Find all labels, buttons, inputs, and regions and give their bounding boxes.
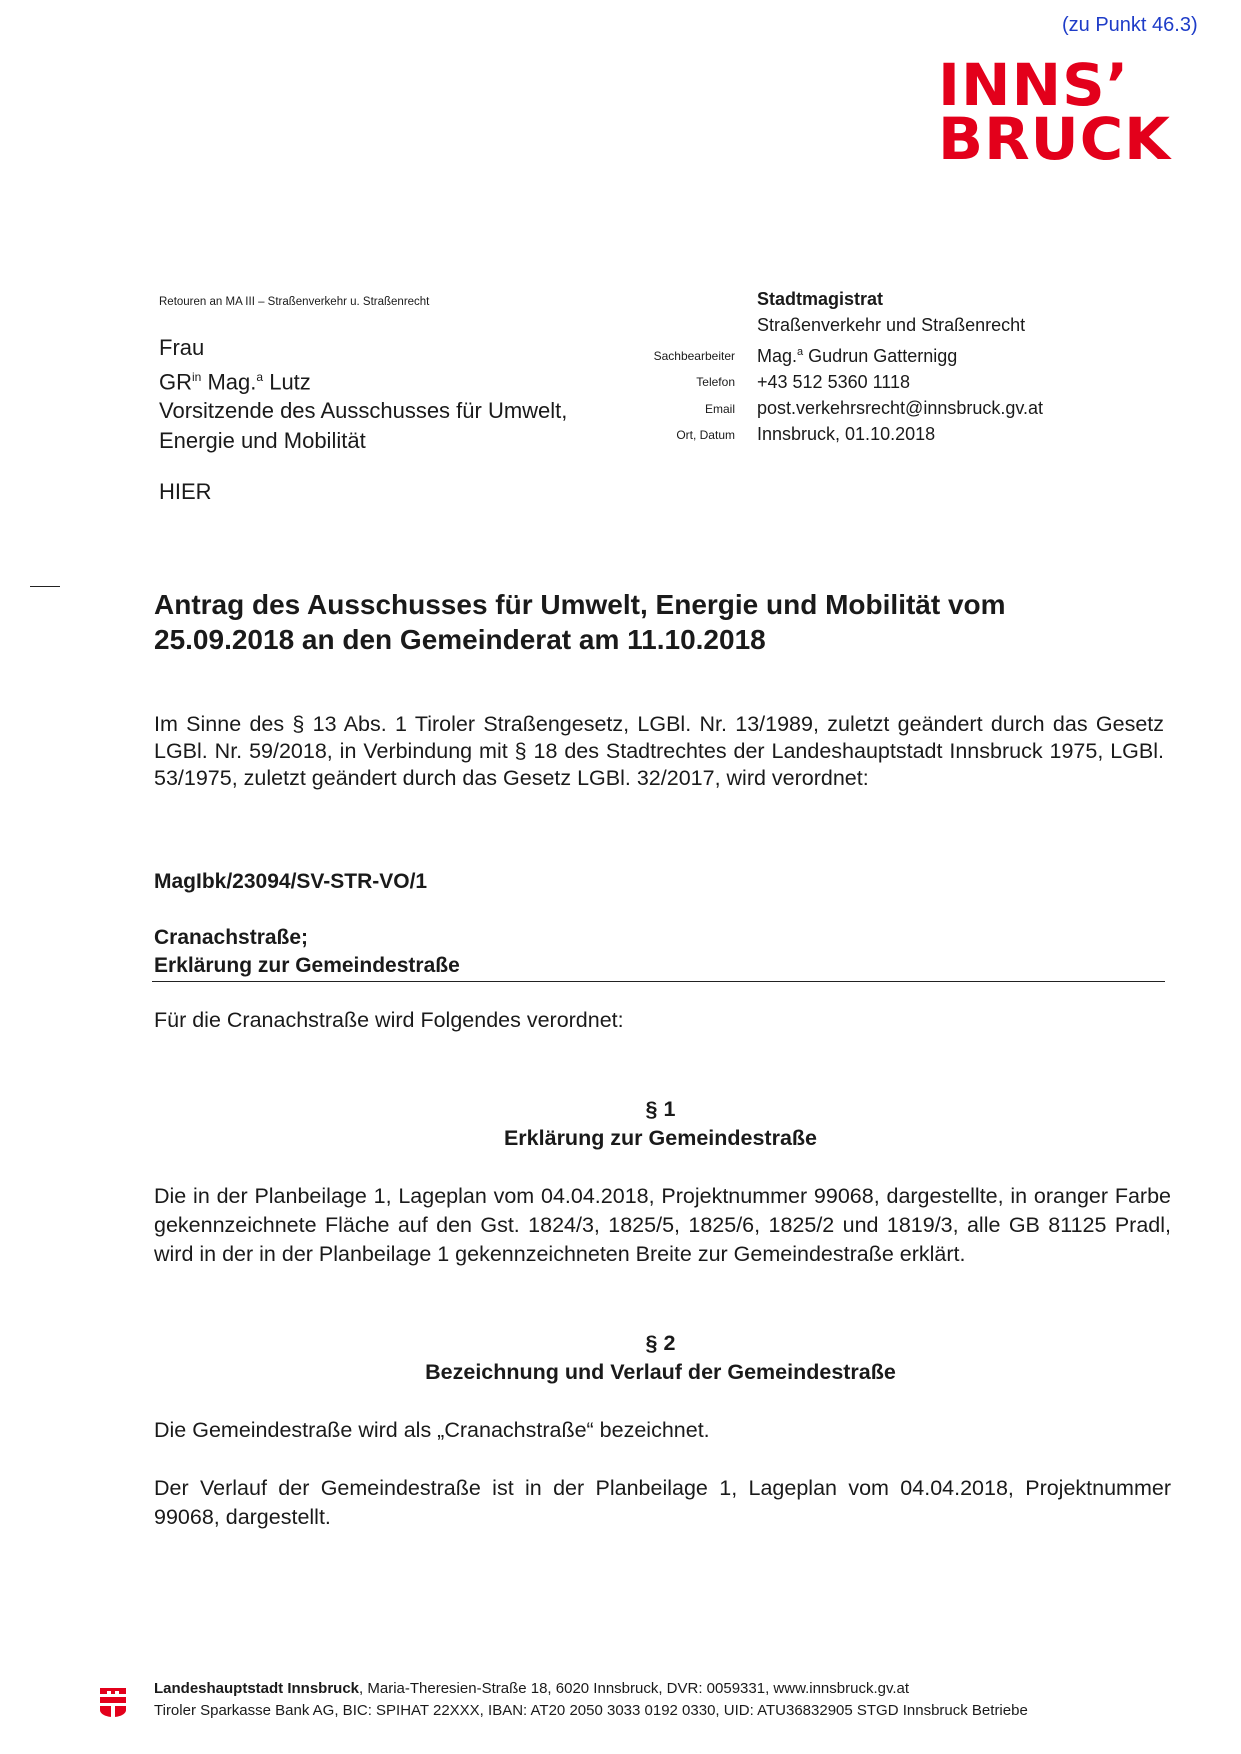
salutation: Frau	[159, 335, 205, 360]
reference-note: (zu Punkt 46.3)	[1062, 14, 1198, 36]
section-2-heading: § 2 Bezeichnung und Verlauf der Gemeindestraße	[425, 1331, 896, 1384]
logo-line-1: INNS’	[938, 51, 1130, 119]
fold-mark	[30, 586, 60, 587]
recipient-location: HIER	[159, 479, 212, 504]
subject: Cranachstraße; Erklärung zur Gemeindestraße	[154, 926, 460, 977]
document-title: Antrag des Ausschusses für Umwelt, Energie und Mobilität vom 25.09.2018 an den Gemeinderat am 11.10.2018	[154, 589, 1006, 655]
sender-email: post.verkehrsrecht@innsbruck.gv.at	[757, 398, 1044, 419]
sender-place-date: Innsbruck, 01.10.2018	[757, 424, 936, 445]
sender-clerk: Mag.$^a$ Gudrun Gatternigg	[757, 345, 958, 366]
clerk-label: Sachbearbeiter	[653, 349, 735, 363]
phone-label: Telefon	[696, 375, 735, 390]
footer-line-1: Landeshauptstadt Innsbruck, Maria-Theresien-Straße 18, 6020 Innsbruck, DVR: 0059331, www.innsbruck.gv.at	[154, 1680, 910, 1697]
sender-phone: +43 512 5360 1118	[757, 371, 910, 392]
section-1-paragraph: Die in der Planbeilage 1, Lageplan vom 04.04.2018, Projektnummer 99068, dargestellte, in oranger Farbe gekennzeichnete Fläche auf den Gst. 1824/3, 1825/5, 1825/6, 1825/2 und 1819/3, alle GB 81125 Pradl, wird in der in der Planbeilage 1 gekennzeichneten Breite zur Gemeindestraße erklärt.	[154, 1184, 1171, 1266]
place-date-label: Ort, Datum	[676, 427, 735, 442]
footer-line-2: Tiroler Sparkasse Bank AG, BIC: SPIHAT 22XXX, IBAN: AT20 2050 3033 0192 0330, UID: ATU36832905 STGD Innsbruck Betriebe	[154, 1702, 1028, 1719]
return-address: Retouren an MA III – Straßenverkehr u. Straßenrecht	[159, 296, 430, 308]
recipient-role-line-2: Energie und Mobilität	[159, 427, 366, 453]
file-number: MagIbk/23094/SV-STR-VO/1	[154, 870, 428, 893]
sender-block	[757, 286, 1043, 448]
lead-sentence: Für die Cranachstraße wird Folgendes verordnet:	[154, 1008, 624, 1032]
sender-office: Stadtmagistrat	[757, 289, 884, 309]
footer	[154, 1678, 1028, 1722]
section-2-paragraph-1: Die Gemeindestraße wird als „Cranachstraße“ bezeichnet.	[154, 1418, 710, 1442]
sender-labels	[600, 343, 735, 448]
section-1-heading: § 1 Erklärung zur Gemeindestraße	[503, 1097, 818, 1150]
recipient-address	[159, 333, 567, 455]
innsbruck-logo	[938, 51, 1172, 176]
recipient-role-line-1: Vorsitzende des Ausschusses für Umwelt,	[159, 398, 568, 424]
intro-paragraph: Im Sinne des § 13 Abs. 1 Tiroler Straßengesetz, LGBl. Nr. 13/1989, zuletzt geändert durch das Gesetz LGBl. Nr. 59/2018, in Verbindung mit § 18 des Stadtrechtes der Landeshauptstadt Innsbruck 1975, LGBl. 53/1975, zuletzt geändert durch das Gesetz LGBl. 32/2017, wird verordnet:	[154, 712, 1164, 790]
logo-line-2: BRUCK	[938, 105, 1172, 173]
recipient-title: $GR^{in}$ Mag.$^a$ Lutz	[159, 368, 311, 394]
sender-department: Straßenverkehr und Straßenrecht	[757, 315, 1026, 336]
section-2-paragraph-2: Der Verlauf der Gemeindestraße ist in der Planbeilage 1, Lageplan vom 04.04.2018, Projektnummer 99068, dargestellt.	[154, 1476, 1171, 1529]
city-emblem-icon	[98, 1686, 128, 1718]
subject-divider	[152, 981, 1165, 982]
email-label: Email	[704, 401, 735, 416]
